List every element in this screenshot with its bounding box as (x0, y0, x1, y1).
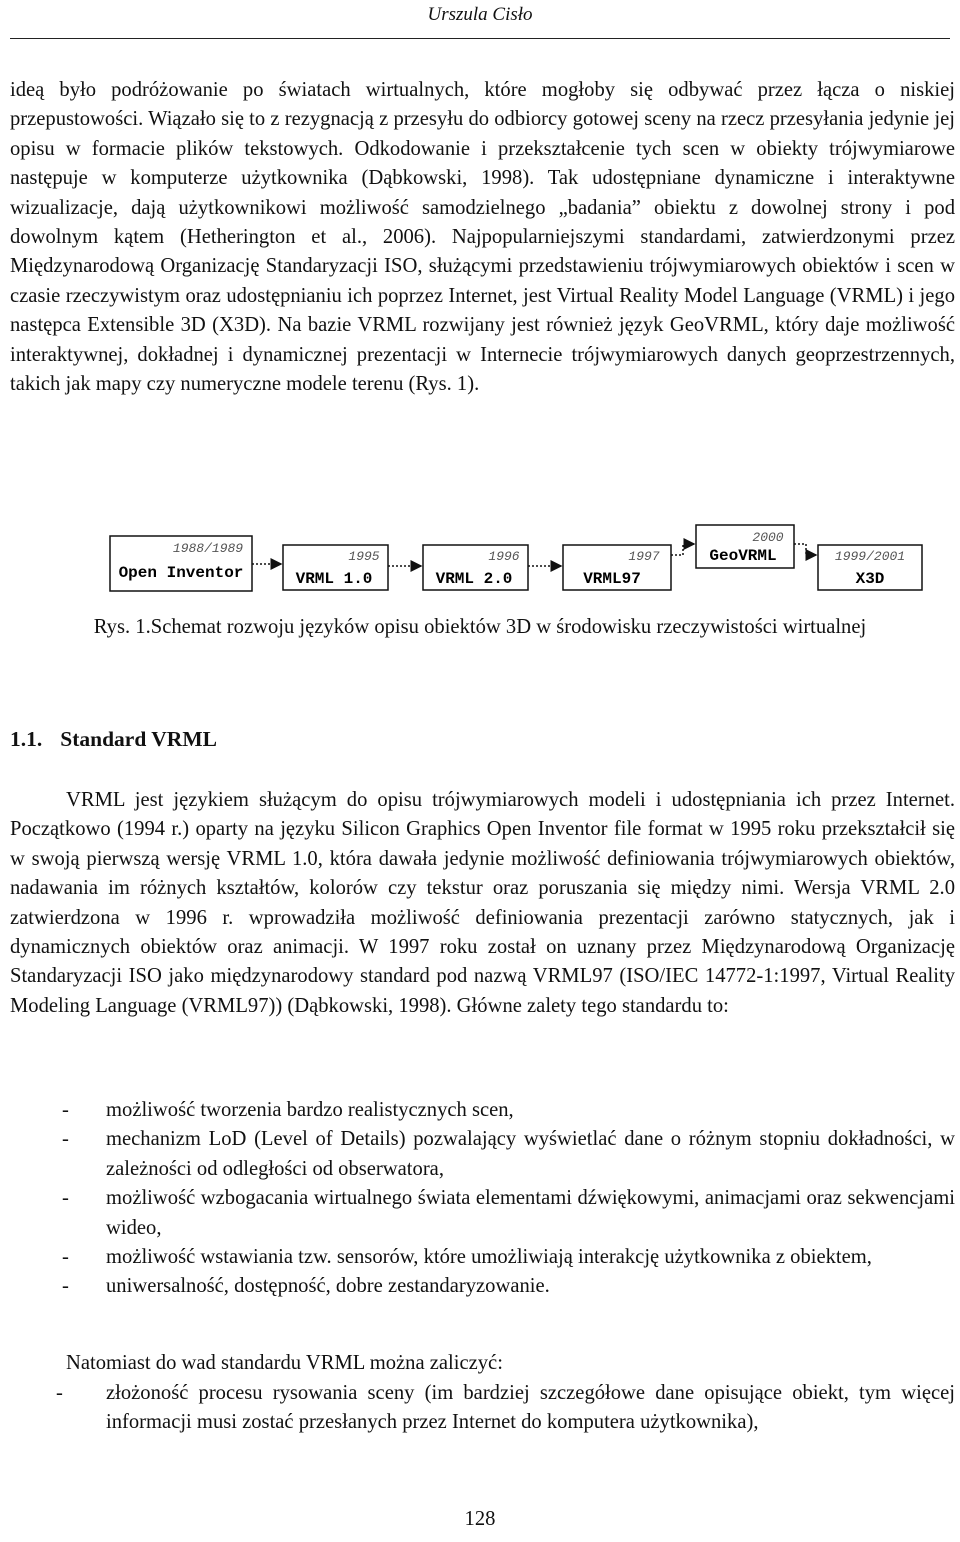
node-label: X3D (855, 570, 885, 588)
node-label: VRML 1.0 (295, 570, 373, 588)
node-year: 1995 (348, 549, 380, 564)
list-item: - możliwość tworzenia bardzo realistycznych scen, (62, 1099, 514, 1121)
section-heading (10, 727, 217, 752)
diagram-node-vrml97 (563, 545, 671, 590)
vrml-evolution-diagram (108, 520, 928, 600)
node-year: 1999/2001 (834, 549, 906, 564)
node-label: VRML97 (583, 570, 641, 588)
arrow-vrml97-to-geovrml (671, 544, 694, 555)
advantages-list (10, 1096, 955, 1302)
node-year: 1996 (488, 549, 520, 564)
running-header: Urszula Cisło (427, 4, 533, 25)
list-item: - możliwość wzbogacania wirtualnego świata elementami dźwiękowymi, animacjami oraz sekwencjami wideo, (62, 1187, 955, 1239)
disadvantages-intro: Natomiast do wad standardu VRML można zaliczyć: (66, 1352, 503, 1374)
node-label: VRML 2.0 (435, 570, 513, 588)
arrow-geovrml-to-x3d (794, 544, 816, 555)
intro-paragraph: ideą było podróżowanie po światach wirtualnych, które mogłoby się odbywać przez łącza o niskiej przepustowości. Wiązało się to z rezygnacją z przesyłu do odbiorcy gotowej sceny na rzecz przesyłania jedynie jej opisu w formacie plików tekstowych. Odkodowanie i przekształcenie tych scen w obiekty trójwymiarowe następuje w komputerze użytkownika (Dąbkowski, 1998). Tak udostępniane dynamiczne i interaktywne wizualizacje, dają użytkownikowi możliwość samodzielnego „badania” obiektu z dowolnej strony i pod dowolnym kątem (Hetherington et al., 2006). Najpopularniejszymi standardami, zatwierdzonymi przez Międzynarodową Organizację Standaryzacji ISO, służącymi przedstawieniu trójwymiarowych obiektów i scen w czasie rzeczywistym oraz udostępnianiu ich poprzez Internet, jest Virtual Reality Model Language (VRML) i jego następca Extensible 3D (X3D). Na bazie VRML rozwijany jest również język GeoVRML, który daje możliwość interaktywnej, dokładnej i dynamicznej prezentacji w Internecie trójwymiarowych danych geoprzestrzennych, takich jak mapy czy numeryczne modele terenu (Rys. 1). (10, 79, 955, 396)
diagram-node-vrml-2-0 (423, 545, 528, 590)
section-title: Standard VRML (60, 727, 217, 751)
header-rule (10, 38, 950, 39)
diagram-node-open-inventor (110, 536, 252, 591)
list-item: - złożoność procesu rysowania sceny (im bardziej szczegółowe dane opisujące obiekt, tym więcej informacji musi zostać przesłanych przez Internet do komputera użytkownika), (56, 1382, 955, 1434)
node-label: Open Inventor (118, 564, 244, 582)
section-number: 1.1. (10, 727, 43, 751)
list-item: - możliwość wstawiania tzw. sensorów, które umożliwiają interakcję użytkownika z obiektem, (62, 1246, 872, 1269)
figure-caption (60, 612, 900, 642)
caption-text: Schemat rozwoju języków opisu obiektów 3D w środowisku rzeczywistości wirtualnej (150, 616, 867, 638)
diagram-node-geovrml (696, 525, 794, 568)
disadvantages-list (10, 1379, 955, 1438)
node-year: 1997 (628, 549, 660, 564)
page-number: 128 (464, 1508, 496, 1530)
node-year: 1988/1989 (172, 541, 244, 556)
list-item: - mechanizm LoD (Level of Details) pozwalający wyświetlać dane o różnym stopniu dokładności, w zależności od odległości od obserwatora, (62, 1128, 955, 1180)
list-item: - uniwersalność, dostępność, dobre zestandaryzowanie. (62, 1275, 550, 1298)
caption-label: Rys. 1. (93, 616, 151, 638)
section-paragraph: VRML jest językiem służącym do opisu trójwymiarowych modeli i udostępniania ich przez Internet. Początkowo (1994 r.) oparty na języku Silicon Graphics Open Inventor file format w 1995 roku przekształcił się w swoją pierwszą wersję VRML 1.0, która dawała jedynie możliwość definiowania trójwymiarowych obiektów, nadawania im różnych kształtów, kolorów czy tekstur oraz poruszania się między nimi. Wersja VRML 2.0 zatwierdzona w 1996 r. wprowadziła możliwość definiowania prezentacji zarówno statycznych, jak i dynamicznych obiektów oraz animacji. W 1997 roku został on uznany przez Międzynarodową Organizację Standaryzacji ISO jako międzynarodowy standard pod nazwą VRML97 (ISO/IEC 14772-1:1997, Virtual Reality Modeling Language (VRML97)) (Dąbkowski, 1998). Główne zalety tego standardu to: (10, 789, 955, 1017)
node-label: GeoVRML (709, 547, 777, 565)
diagram-node-vrml-1-0 (283, 545, 388, 590)
diagram-node-x3d (818, 545, 922, 590)
node-year: 2000 (752, 530, 784, 545)
